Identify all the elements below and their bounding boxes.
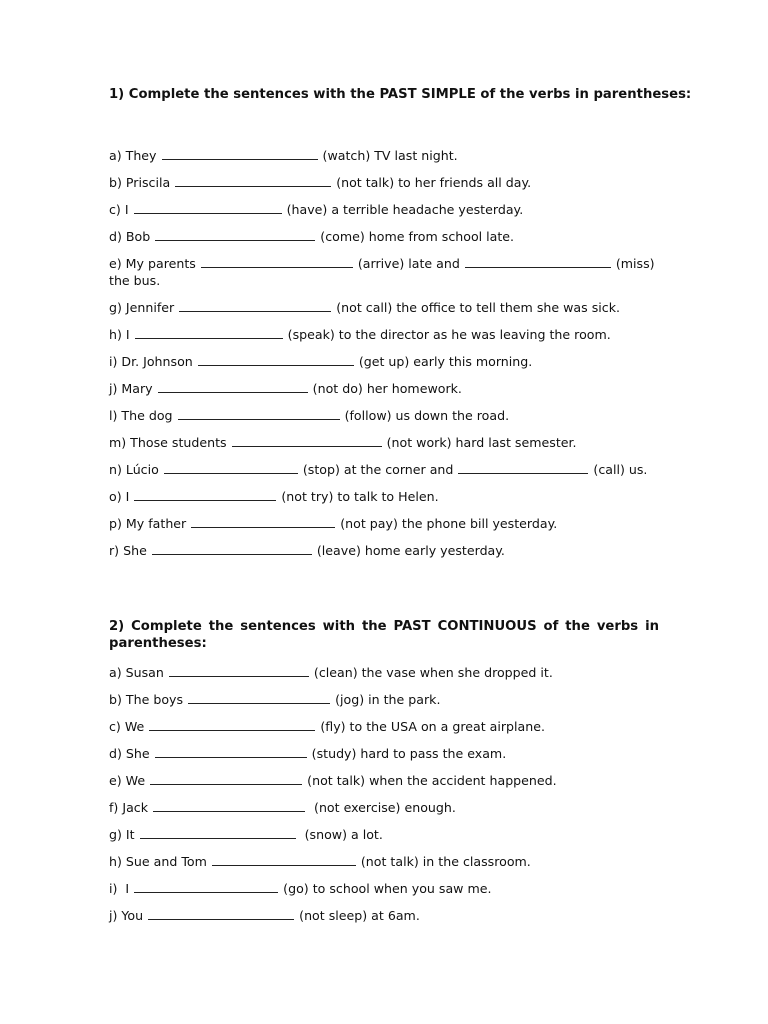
answer-blank[interactable] [188,692,330,704]
answer-blank[interactable] [191,516,335,528]
answer-blank[interactable] [169,665,309,677]
item-text: (fly) to the USA on a great airplane. [320,719,545,734]
answer-blank[interactable] [175,175,331,187]
exercise-1-item-b [109,174,659,191]
answer-blank[interactable] [232,435,382,447]
answer-blank[interactable] [140,827,296,839]
item-text: a) They [109,148,157,163]
answer-blank[interactable] [135,327,283,339]
answer-blank[interactable] [149,719,315,731]
item-text: i) I [109,881,130,896]
answer-blank[interactable] [212,854,356,866]
answer-blank[interactable] [178,408,340,420]
exercise-2-item-g [109,826,659,843]
exercise-2-item-b [109,691,659,708]
exercise-1-item-o [109,488,659,505]
answer-blank[interactable] [198,354,354,366]
item-text: (not talk) when the accident happened. [307,773,557,788]
item-text: (not pay) the phone bill yesterday. [340,516,558,531]
exercise-2-heading: 2) Complete the sentences with the PAST CONTINUOUS of the verbs in parentheses: [109,619,659,651]
exercise-2-item-j [109,907,659,924]
item-text: (study) hard to pass the exam. [311,746,507,761]
item-text: j) Mary [109,381,153,396]
exercise-1-item-m [109,434,659,451]
item-text: (call) us. [593,462,648,477]
item-text: i) Dr. Johnson [109,354,193,369]
answer-blank[interactable] [162,148,318,160]
answer-blank[interactable] [152,543,312,555]
exercise-1-item-e [109,255,659,289]
item-text: g) It [109,827,135,842]
item-text: e) My parents [109,256,196,271]
exercise-1-item-j [109,380,659,397]
item-text: m) Those students [109,435,227,450]
exercise-1-item-p [109,515,659,532]
item-text: g) Jennifer [109,300,175,315]
item-text: (not talk) in the classroom. [360,854,531,869]
exercise-1-heading: 1) Complete the sentences with the PAST SIMPLE of the verbs in parentheses: [109,87,692,102]
item-text: (jog) in the park. [335,692,441,707]
item-text: o) I [109,489,130,504]
item-text: e) We [109,773,146,788]
exercise-1-item-l [109,407,659,424]
answer-blank[interactable] [158,381,308,393]
item-text: (not do) her homework. [312,381,462,396]
item-text: f) Jack [109,800,148,815]
item-text: (arrive) late and [357,256,460,271]
exercise-2-section [109,618,659,934]
answer-blank[interactable] [201,256,353,268]
exercise-2-list [109,664,659,924]
item-text: a) Susan [109,665,164,680]
answer-blank[interactable] [179,300,331,312]
answer-blank[interactable] [465,256,611,268]
item-text: (go) to school when you saw me. [283,881,492,896]
item-text: (get up) early this morning. [358,354,533,369]
item-text: j) You [109,908,144,923]
exercise-2-item-h [109,853,659,870]
item-text: (clean) the vase when she dropped it. [313,665,553,680]
exercise-1-item-n [109,461,659,478]
item-text: (not call) the office to tell them she was sick. [336,300,620,315]
answer-blank[interactable] [164,462,298,474]
item-text: (have) a terrible headache yesterday. [286,202,524,217]
item-text: (not talk) to her friends all day. [336,175,532,190]
item-text: (not work) hard last semester. [386,435,577,450]
answer-blank[interactable] [134,489,276,501]
item-text: (stop) at the corner and [302,462,454,477]
item-text: (speak) to the director as he was leaving the room. [287,327,611,342]
exercise-2-item-c [109,718,659,735]
exercise-1-item-a [109,147,659,164]
exercise-1-section [109,86,692,569]
item-text: r) She [109,543,147,558]
answer-blank[interactable] [458,462,588,474]
item-text: (not try) to talk to Helen. [281,489,439,504]
item-text: (not exercise) enough. [314,800,456,815]
exercise-1-item-g [109,299,659,316]
item-text: h) Sue and Tom [109,854,207,869]
exercise-1-item-r [109,542,659,559]
item-text: h) I [109,327,130,342]
answer-blank[interactable] [155,229,315,241]
answer-blank[interactable] [134,881,278,893]
item-text: c) I [109,202,129,217]
item-text: (not sleep) at 6am. [299,908,420,923]
answer-blank[interactable] [150,773,302,785]
answer-blank[interactable] [148,908,294,920]
exercise-2-item-i [109,880,659,897]
item-text: (follow) us down the road. [344,408,510,423]
item-text: (come) home from school late. [320,229,515,244]
exercise-2-item-e [109,772,659,789]
item-text: b) The boys [109,692,184,707]
item-text: p) My father [109,516,187,531]
item-text: (snow) a lot. [304,827,383,842]
item-text: (leave) home early yesterday. [316,543,505,558]
item-text: b) Priscila [109,175,171,190]
answer-blank[interactable] [153,800,305,812]
exercise-2-item-d [109,745,659,762]
exercise-2-item-f [109,799,659,816]
exercise-1-item-c [109,201,659,218]
item-text: c) We [109,719,145,734]
exercise-1-item-i [109,353,659,370]
item-text: (miss) the bus. [109,256,655,288]
answer-blank[interactable] [155,746,307,758]
item-text: n) Lúcio [109,462,159,477]
answer-blank[interactable] [134,202,282,214]
item-text: (watch) TV last night. [322,148,458,163]
exercise-1-list [109,147,659,559]
exercise-2-item-a [109,664,659,681]
exercise-1-item-d [109,228,659,245]
exercise-1-item-h [109,326,659,343]
item-text: d) She [109,746,150,761]
item-text: d) Bob [109,229,151,244]
item-text: l) The dog [109,408,173,423]
